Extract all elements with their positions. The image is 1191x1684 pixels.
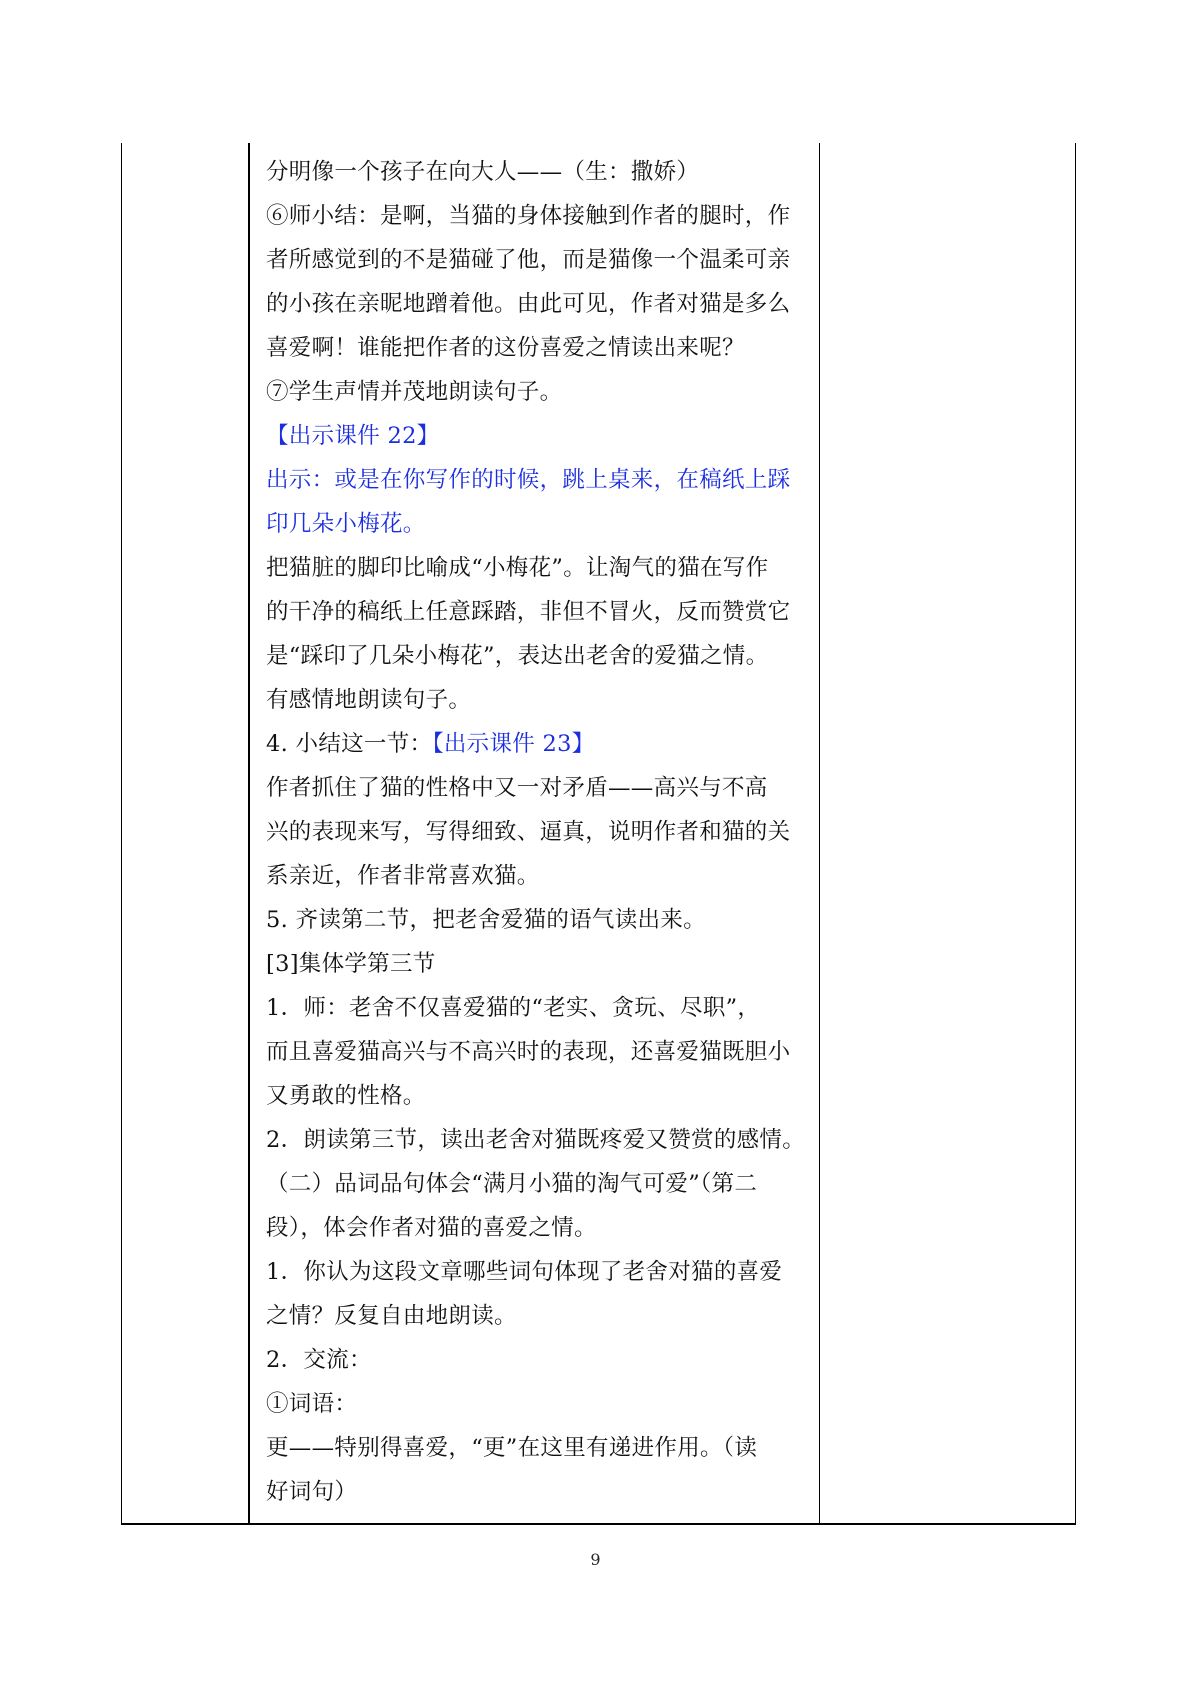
page-number: 9 <box>590 1550 601 1569</box>
line-text: 有感情地朗读句子。 <box>266 687 472 713</box>
column-divider-left <box>248 143 250 1523</box>
line-text: 2．朗读第三节，读出老舍对猫既疼爱又赞赏的感情。 <box>266 1127 806 1153</box>
line-text: 者所感觉到的不是猫碰了他，而是猫像一个温柔可亲 <box>266 247 791 273</box>
text-line <box>266 546 814 590</box>
line-text: 又勇敢的性格。 <box>266 1083 426 1109</box>
line-text: 系亲近，作者非常喜欢猫。 <box>266 863 540 889</box>
line-text: 段），体会作者对猫的喜爱之情。 <box>266 1215 597 1241</box>
line-text: 更——特别得喜爱，“更”在这里有递进作用。（读 <box>266 1435 758 1461</box>
text-line <box>266 150 814 194</box>
line-text: 好词句） <box>266 1479 358 1505</box>
line-text: 兴的表现来写，写得细致、逼真，说明作者和猫的关 <box>266 819 791 845</box>
text-line <box>266 1470 814 1514</box>
text-line <box>266 238 814 282</box>
text-line <box>266 1206 814 1250</box>
line-text: 4. 小结这一节： <box>266 731 433 757</box>
text-line <box>266 766 814 810</box>
text-line <box>266 1426 814 1470</box>
text-line <box>266 590 814 634</box>
text-line <box>266 1118 814 1162</box>
line-text: 2．交流： <box>266 1347 372 1373</box>
text-line <box>266 282 814 326</box>
line-text: 喜爱啊！谁能把作者的这份喜爱之情读出来呢？ <box>266 335 745 361</box>
line-text: 而且喜爱猫高兴与不高兴时的表现，还喜爱猫既胆小 <box>266 1039 791 1065</box>
highlighted-text: 【出示课件 22】 <box>266 423 440 449</box>
text-line <box>266 194 814 238</box>
highlighted-text: 【出示课件 23】 <box>432 731 595 757</box>
line-text: [3]集体学第三节 <box>266 951 436 977</box>
text-line <box>266 1294 814 1338</box>
line-text: 的小孩在亲昵地蹭着他。由此可见，作者对猫是多么 <box>266 291 791 317</box>
text-line <box>266 678 814 722</box>
highlighted-text: 印几朵小梅花。 <box>266 511 426 537</box>
lesson-content-cell <box>266 150 814 1514</box>
column-divider-right <box>819 143 820 1523</box>
text-line <box>266 414 814 458</box>
line-text: ⑥师小结：是啊，当猫的身体接触到作者的腿时，作 <box>266 203 791 229</box>
line-text: 分明像一个孩子在向大人——（生：撒娇） <box>266 159 700 185</box>
text-line <box>266 1250 814 1294</box>
text-line <box>266 1030 814 1074</box>
line-text: 1．你认为这段文章哪些词句体现了老舍对猫的喜爱 <box>266 1259 783 1285</box>
line-text: （二）品词品句体会“满月小猫的淘气可爱”（第二 <box>266 1171 758 1197</box>
text-line <box>266 1338 814 1382</box>
text-line <box>266 1382 814 1426</box>
text-line <box>266 898 814 942</box>
text-line <box>266 326 814 370</box>
text-line <box>266 370 814 414</box>
text-line <box>266 722 814 766</box>
highlighted-text: 出示：或是在你写作的时候，跳上桌来，在稿纸上踩 <box>266 467 791 493</box>
text-line <box>266 854 814 898</box>
line-text: 之情？反复自由地朗读。 <box>266 1303 517 1329</box>
line-text: 作者抓住了猫的性格中又一对矛盾——高兴与不高 <box>266 775 768 801</box>
line-text: 是“踩印了几朵小梅花”，表达出老舍的爱猫之情。 <box>266 643 769 669</box>
text-line <box>266 986 814 1030</box>
text-line <box>266 942 814 986</box>
text-line <box>266 1074 814 1118</box>
line-text: ⑦学生声情并茂地朗读句子。 <box>266 379 563 405</box>
line-text: 5. 齐读第二节，把老舍爱猫的语气读出来。 <box>266 907 706 933</box>
text-line <box>266 810 814 854</box>
line-text: 把猫脏的脚印比喻成“小梅花”。让淘气的猫在写作 <box>266 555 769 581</box>
text-line <box>266 634 814 678</box>
text-line <box>266 502 814 546</box>
line-text: 的干净的稿纸上任意踩踏，非但不冒火，反而赞赏它 <box>266 599 791 625</box>
text-line <box>266 458 814 502</box>
line-text: ①词语： <box>266 1391 358 1417</box>
line-text: 1．师：老舍不仅喜爱猫的“老实、贪玩、尽职”， <box>266 995 761 1021</box>
text-line <box>266 1162 814 1206</box>
